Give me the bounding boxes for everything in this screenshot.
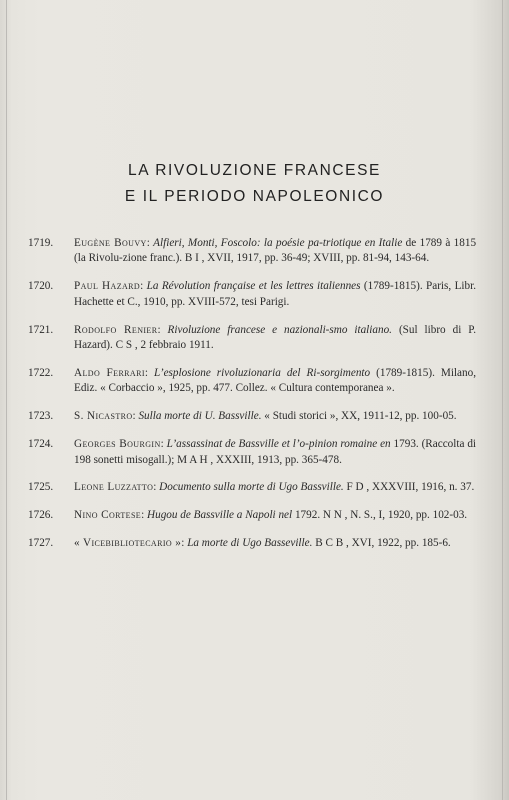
section-title-line-2: E IL PERIODO NAPOLEONICO <box>124 188 385 205</box>
bibliography-entry: 1721. Rodolfo Renier: Rivoluzione francese e nazionali-smo italiano. (Sul libro di P. Hazard). C S , 2 febbraio 1911. <box>28 323 477 352</box>
entry-details: (Sul libro di P. Hazard). C S , 2 febbraio 1911. <box>74 323 477 352</box>
entry-author: Leone Luzzatto <box>74 481 154 494</box>
entry-title: La morte di Ugo Basseville. <box>187 537 313 550</box>
entry-number: 1722. <box>28 366 54 379</box>
entry-number: 1721. <box>28 323 54 336</box>
entry-title: Hugou de Bassville a Napoli nel <box>147 509 293 522</box>
bibliography-entry: 1727. « Vicebibliotecario »: La morte di Ugo Basseville. B C B , XVI, 1922, pp. 185-6. <box>28 536 476 551</box>
entry-author: Eugène Bouvy <box>74 237 147 249</box>
bibliography-entry: 1720. Paul Hazard: La Révolution française et les lettres italiennes (1789-1815). Paris, Libr. Hachette et C., 1910, pp. XVIII-572, tesi Parigi. <box>28 280 477 308</box>
entry-title: L’assassinat de Bassville et l’o-pinion romaine en <box>166 438 391 451</box>
entry-details: B C B , XVI, 1922, pp. 185-6. <box>315 537 451 550</box>
entry-number: 1727. <box>28 537 54 550</box>
section-title <box>0 158 509 210</box>
page-right-edge <box>502 0 503 800</box>
entry-title: Rivoluzione francese e nazionali-smo italiano. <box>167 323 392 336</box>
entry-title: Alfieri, Monti, Foscolo: la poésie pa-triotique en Italie <box>153 237 403 249</box>
entry-title: La Révolution française et les lettres italiennes <box>146 280 361 293</box>
entry-details: 1793. (Raccolta di 198 sonetti misogall.); M A H , XXXIII, 1913, pp. 365-478. <box>74 438 477 466</box>
entry-details: (1789-1815). Paris, Libr. Hachette et C., 1910, pp. XVIII-572, tesi Parigi. <box>74 280 477 308</box>
entry-number: 1719. <box>28 237 54 249</box>
entry-author: Georges Bourgin <box>74 438 161 451</box>
entry-title: Sulla morte di U. Bassville. <box>138 410 262 423</box>
section-title-line-1: LA RIVOLUZIONE FRANCESE <box>128 162 381 179</box>
entry-details: 1792. N N , N. S., I, 1920, pp. 102-03. <box>294 509 468 522</box>
entry-number: 1724. <box>28 438 54 451</box>
entry-details: « Studi storici », XX, 1911-12, pp. 100-05. <box>264 410 457 423</box>
bibliography-entry: 1725. Leone Luzzatto: Documento sulla morte di Ugo Bassville. F D , XXXVIII, 1916, n. 37. <box>28 480 476 495</box>
entry-author: Rodolfo Renier <box>74 323 158 336</box>
entry-title: Documento sulla morte di Ugo Bassville. <box>159 481 344 494</box>
entry-number: 1726. <box>28 509 54 522</box>
page-left-edge <box>6 0 7 800</box>
entry-author: Nino Cortese <box>74 509 142 522</box>
entry-author: Aldo Ferrari <box>74 366 145 379</box>
entry-author: « Vicebibliotecario » <box>74 537 182 550</box>
bibliography-entry: 1723. S. Nicastro: Sulla morte di U. Bassville. « Studi storici », XX, 1911-12, pp. 100-05. <box>28 409 476 424</box>
entry-details: de 1789 à 1815 (la Rivolu-zione franc.). B I , XVII, 1917, pp. 36-49; XVIII, pp. 81-94, 143-64. <box>74 237 477 265</box>
entry-author: S. Nicastro <box>74 410 133 423</box>
entry-author: Paul Hazard <box>74 280 141 293</box>
entry-details: F D , XXXVIII, 1916, n. 37. <box>346 481 475 494</box>
bibliography-entry: 1722. Aldo Ferrari: L’esplosione rivoluzionaria del Ri-sorgimento (1789-1815). Milano, Ediz. « Corbaccio », 1925, pp. 477. Collez. « Cultura contemporanea ». <box>28 366 476 395</box>
entry-title: L’esplosione rivoluzionaria del Ri-sorgimento <box>154 366 371 379</box>
bibliography-entry: 1724. Georges Bourgin: L’assassinat de Bassville et l’o-pinion romaine en 1793. (Raccolta di 198 sonetti misogall.); M A H , XXXIII, 1913, pp. 365-478. <box>28 438 477 466</box>
entry-number: 1720. <box>28 280 54 293</box>
entry-number: 1723. <box>28 410 54 423</box>
entry-number: 1725. <box>28 481 54 494</box>
bibliography-entry: 1726. Nino Cortese: Hugou de Bassville a Napoli nel 1792. N N , N. S., I, 1920, pp. 102-03. <box>28 508 476 523</box>
entry-details: (1789-1815). Milano, Ediz. « Corbaccio », 1925, pp. 477. Collez. « Cultura contemporanea ». <box>74 366 476 395</box>
bibliography-entry: 1719. Eugène Bouvy: Alfieri, Monti, Foscolo: la poésie pa-triotique en Italie de 1789 à 1815 (la Rivolu-zione franc.). B I , XVII, 1917, pp. 36-49; XVIII, pp. 81-94, 143-64. <box>28 237 477 265</box>
bibliography-list <box>28 236 476 564</box>
